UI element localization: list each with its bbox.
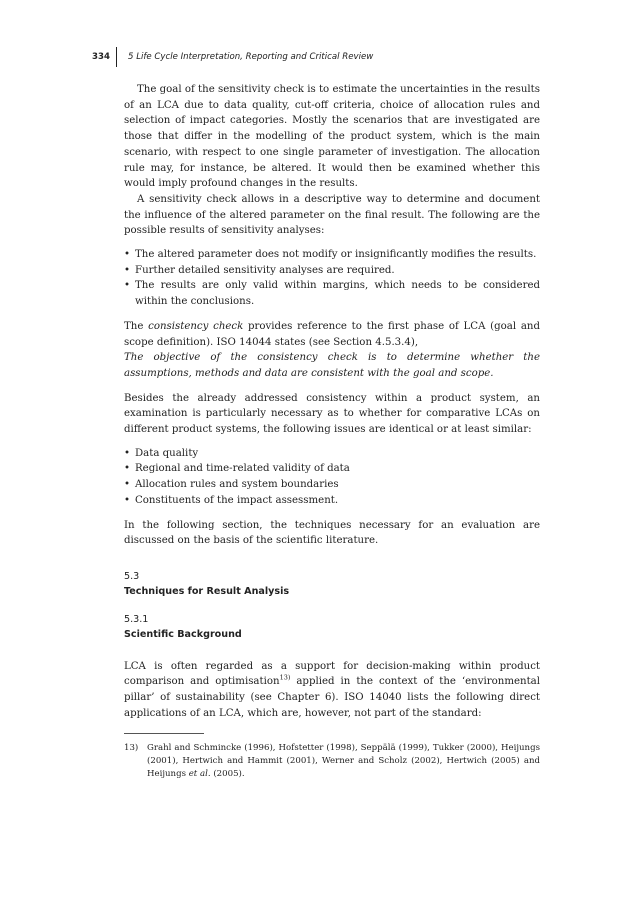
page-number: 334 [92,52,110,62]
section-heading-5-3 [124,569,540,600]
list-item: • Allocation rules and system boundaries [124,477,540,493]
consistency-issues-list [124,446,540,509]
section-title: Scientific Background [124,629,242,641]
list-item: • Regional and time-related validity of data [124,461,540,477]
section-title: Techniques for Result Analysis [124,586,290,598]
list-item: • Further detailed sensitivity analyses are required. [124,263,540,279]
list-item: • Data quality [124,446,540,462]
paragraph-following-section: In the following section, the techniques necessary for an evaluation are discussed on the basis of the scientific literature. [124,519,540,547]
page-body [124,82,540,781]
footnote-reference: 13) [279,673,291,682]
paragraph-consistency-check: The consistency check provides reference to the first phase of LCA (goal and scope definition). ISO 14044 states (see Section 4.5.3.4), [124,320,541,348]
paragraph-consistency-issues: Besides the already addressed consistency within a product system, an examination is particularly necessary as to whether for comparative LCAs on different product systems, the following issues are identical or at least similar: [124,392,540,436]
list-item: • Constituents of the impact assessment. [124,493,540,509]
sensitivity-results-list [124,247,540,310]
footnote: 13) Grahl and Schmincke (1996), Hofstetter (1998), Seppälä (1999), Tukker (2000), Heijungs (2001), Hertwich and Hammit (2001), Werner and Scholz (2002), Hertwich (2005) and Heijungs et al. (2005). [124,743,540,780]
emphasis-consistency-check: consistency check [148,320,244,332]
list-item: • The altered parameter does not modify or insignificantly modifies the results. [124,247,540,263]
header-divider [116,47,117,67]
paragraph-sensitivity-goal: The goal of the sensitivity check is to estimate the uncertainties in the results of an LCA due to data quality, cut-off criteria, choice of allocation rules and selection of impact categories. Mostly the scenarios that are investigated are those that differ in the modelling of the product system, which is the main scenario, with respect to one single parameter of investigation. The allocation rule may, for instance, be altered. It would then be examined whether this would imply profound changes in the results. [124,84,540,190]
iso-quote: The objective of the consistency check is to determine whether the assumptions, methods and data are consistent with the goal and scope. [124,352,540,379]
footnote-divider [124,733,204,734]
paragraph-sensitivity-check: A sensitivity check allows in a descriptive way to determine and document the influence of the altered parameter on the final result. The following are the possible results of sensitivity analyses: [124,193,540,237]
section-number: 5.3.1 [124,613,149,625]
running-title: 5 Life Cycle Interpretation, Reporting and Critical Review [128,52,374,62]
footnote-number: 13) [124,743,139,754]
list-item: • The results are only valid within margins, which needs to be considered within the conclusions. [124,278,540,309]
section-number: 5.3 [124,570,140,582]
paragraph-scientific-background: LCA is often regarded as a support for decision-making within product comparison and optimisation$^{13)}$ applied in the context of the ‘environmental pillar’ of sustainability (see Chapter 6). ISO 14040 lists the following direct applications of an LCA, which are, however, not part of the standard: [124,660,541,719]
section-heading-5-3-1 [124,612,540,643]
